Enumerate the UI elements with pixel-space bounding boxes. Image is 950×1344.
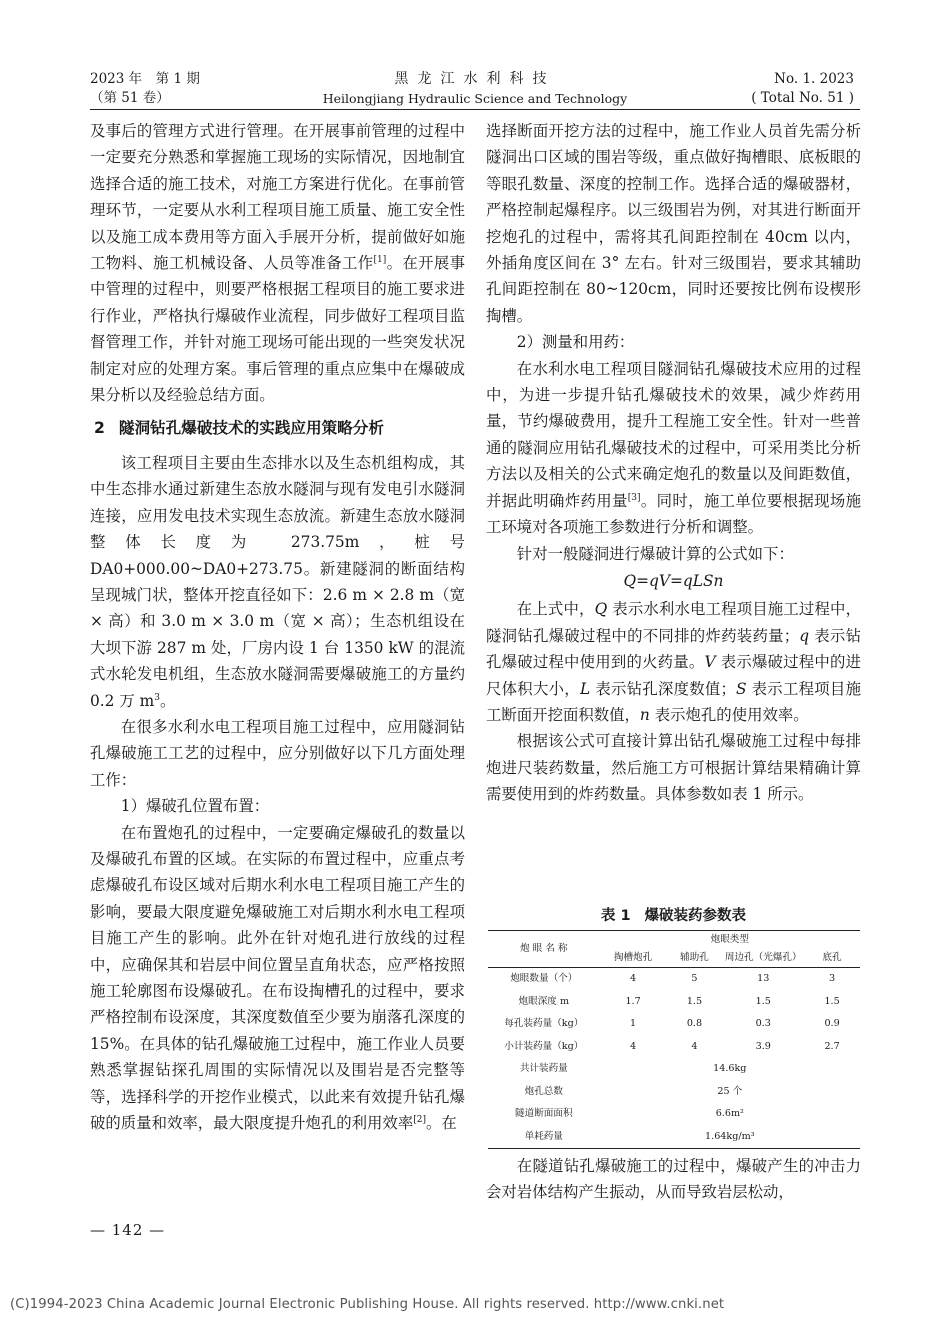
table-row — [488, 991, 860, 1014]
text: 在布置炮孔的过程中，一定要确定爆破孔的数量以及爆破孔布置的区域。在实际的布置过程中，应重点考虑爆破孔布设区域对后期水利水电工程项目施工产生的影响，要最大限度避免爆破施工对后期水利水电工程项目施工产生的影响。此外在针对炮孔进行放线的过程中，应确保其和岩层中间位置呈直角状态，应严格按照施工轮廓图布设爆破孔。在布设掏槽孔的过程中，要求严格控制布设深度，其深度数值至少要为崩落孔深度的 15%。在具体的钻孔爆破施工过程中，施工作业人员要熟悉掌握钻探孔周围的实际情况以及围岩是否完整等等，选择科学的开挖作业模式，以此来有效提升钻孔爆破的质量和效率，最大限度提升炮孔的利用效率 — [90, 823, 465, 1133]
table-cell: 0.3 — [755, 1018, 771, 1030]
summary-row — [488, 1081, 860, 1104]
text: 表示钻孔爆破过程中使用到的火药量。 — [486, 626, 861, 672]
column-header: 掏槽炮孔 — [600, 949, 667, 968]
list-item-heading: 1）爆破孔位置布置： — [120, 797, 270, 816]
table-cell: 1 — [630, 1018, 637, 1030]
text: 表示钻孔深度数值； — [590, 679, 736, 698]
text: 表示爆破过程中的进尺体积大小， — [486, 653, 861, 698]
table-cell: 1.5 — [824, 995, 840, 1007]
summary-value: 25 个 — [717, 1085, 743, 1097]
variable: V — [704, 653, 716, 672]
text: 。同时，施工单位要根据现场施工环境对各项施工参数进行分析和调整。 — [486, 491, 861, 537]
formula: Q=qV=qLSn — [623, 571, 724, 590]
text: 在上式中， — [516, 600, 595, 619]
summary-value: 6.6m² — [715, 1108, 744, 1120]
header-number — [751, 70, 854, 108]
summary-row — [488, 1103, 860, 1126]
variable: Q — [594, 600, 608, 619]
text: 该工程项目主要由生态排水以及生态机组构成，其中生态排水通过新建生态放水隧洞与现有发电引水隧洞连接，应用发电技术实现生态放流。新建生态放水隧洞整体长度为 273.75m，桩号 DA0+000.00~DA0+273.75。新建隧洞的断面结构呈现城门状，整体开挖直径如下：2.6 m × 2.8 m（宽 × 高）和 3.0 m × 3.0 m（宽 × 高）；生态机组设在大坝下游 287 m 处，厂房内设 1 台 1350 kW 的混流式水轮发电机组，生态放水隧洞需要爆破施工的方量约 0.2 万 m — [90, 453, 465, 710]
section-title: 隧洞钻孔爆破技术的实践应用策略分析 — [118, 419, 384, 438]
header-issue-line: 2023 年 第 1 期 — [90, 71, 200, 87]
table-cell: 3 — [829, 973, 836, 985]
header-volume-line: （第 51 卷） — [90, 90, 170, 106]
charge-parameter-table — [488, 930, 860, 1149]
paragraph — [90, 450, 465, 714]
summary-value: 14.6kg — [713, 1063, 747, 1075]
table-cell: 2.7 — [824, 1040, 840, 1052]
header-total-line: ( Total No. 51 ) — [751, 90, 854, 106]
paragraph — [486, 596, 861, 728]
table-header-row — [488, 931, 860, 950]
superscript: 3 — [154, 692, 160, 703]
copyright-notice: (C)1994-2023 China Academic Journal Electronic Publishing House. All rights reserved. http://www.cnki.net — [10, 1297, 725, 1312]
table-row — [488, 1013, 860, 1036]
summary-row — [488, 1126, 860, 1149]
list-item-heading: 2）测量和用药： — [516, 333, 635, 352]
citation: [2] — [413, 1114, 426, 1125]
row-header-cell: 炮 眼 名 称 — [488, 931, 600, 968]
table-cell: 4 — [630, 973, 637, 985]
row-label: 小计装药量（kg） — [504, 1040, 584, 1052]
table-cell: 1.5 — [686, 995, 703, 1007]
column-header: 周边孔（光爆孔） — [722, 949, 804, 968]
section-heading — [90, 415, 465, 441]
left-column — [90, 118, 465, 1136]
variable: n — [639, 705, 650, 724]
table-row — [488, 1036, 860, 1059]
summary-value: 1.64kg/m³ — [600, 1126, 860, 1149]
paragraph: 针对一般隧洞进行爆破计算的公式如下： — [516, 544, 794, 563]
table-cell: 4 — [691, 1040, 698, 1052]
table-label: 表 1 — [600, 908, 631, 924]
text: 。在开展事中管理的过程中，则要严格根据工程项目的施工要求进行作业，严格执行爆破作业流程，同步做好工程项目监督管理工作，并针对施工现场可能出现的一些突发状况制定对应的处理方案。事后管理的重点应集中在爆破成果分析以及经验总结方面。 — [90, 254, 465, 405]
section-number: 2 — [94, 419, 105, 438]
table-cell: 5 — [691, 973, 698, 985]
table-cell: 1.5 — [755, 995, 771, 1007]
paragraph — [90, 820, 465, 1137]
journal-title-cn: 黑龙江水利科技 — [394, 71, 556, 87]
table-cell: 0.9 — [824, 1018, 840, 1030]
citation: [1] — [373, 254, 387, 265]
table-row — [488, 968, 860, 991]
text: 。在 — [425, 1114, 457, 1133]
text: 。 — [159, 691, 176, 710]
text: 表示水利水电工程项目施工过程中，隧洞钻孔爆破过程中的不同排的炸药装药量； — [486, 600, 861, 645]
paragraph: 在隧道钻孔爆破施工的过程中，爆破产生的冲击力会对岩体结构产生振动，从而导致岩层松动， — [486, 1157, 861, 1202]
paragraph: 在很多水利水电工程项目施工过程中，应用隧洞钻孔爆破施工工艺的过程中，应分别做好以下几方面处理工作： — [90, 717, 465, 789]
table-cell: 3.9 — [755, 1040, 771, 1052]
table-caption — [486, 904, 861, 925]
summary-label: 隧道断面面积 — [515, 1108, 573, 1120]
variable: S — [735, 679, 747, 698]
row-label: 每孔装药量（kg） — [504, 1018, 584, 1030]
group-header-cell: 炮眼类型 — [600, 931, 860, 950]
table-cell: 13 — [757, 973, 770, 985]
summary-label: 共计装药量 — [519, 1063, 568, 1075]
header-rule — [90, 109, 860, 110]
paragraph — [90, 118, 465, 408]
page-number: — 142 — — [90, 1221, 166, 1239]
variable: L — [579, 679, 591, 698]
right-column-continued — [486, 1153, 861, 1206]
summary-label: 单耗药量 — [488, 1126, 600, 1149]
table-cell: 4 — [630, 1040, 637, 1052]
text: 及事后的管理方式进行管理。在开展事前管理的过程中一定要充分熟悉和掌握施工现场的实际情况，因地制宜选择合适的施工技术，对施工方案进行优化。在事前管理环节，一定要从水利工程项目施工质量、施工安全性以及施工成本费用等方面入手展开分析，提前做好如施工物料、施工机械设备、人员等准备工作 — [90, 122, 465, 273]
header-number-line: No. 1. 2023 — [774, 71, 854, 87]
variable: q — [799, 626, 810, 645]
summary-row — [488, 1058, 860, 1081]
row-label: 炮眼数量（个） — [510, 973, 578, 985]
row-label: 炮眼深度 m — [518, 995, 570, 1007]
table-cell: 0.8 — [686, 1018, 703, 1030]
right-column — [486, 118, 861, 808]
text: 表示炮孔的使用效率。 — [649, 705, 809, 724]
column-header: 底孔 — [804, 949, 860, 968]
text: 表示工程项目施工断面开挖面积数值， — [486, 679, 861, 724]
journal-title-en: Heilongjiang Hydraulic Science and Technology — [322, 91, 628, 106]
column-header: 辅助孔 — [667, 949, 723, 968]
citation: [3] — [627, 492, 641, 503]
paragraph: 根据该公式可直接计算出钻孔爆破施工过程中每排炮进尺装药数量，然后施工方可根据计算结果精确计算需要使用到的炸药数量。具体参数如表 1 所示。 — [486, 732, 861, 804]
summary-label: 炮孔总数 — [524, 1085, 563, 1097]
paragraph: 选择断面开挖方法的过程中，施工作业人员首先需分析隧洞出口区域的围岩等级，重点做好掏槽眼、底板眼的等眼孔数量、深度的控制工作。选择合适的爆破器材，严格控制起爆程序。以三级围岩为例，对其进行断面开挖炮孔的过程中，需将其孔间距控制在 40cm 以内，外插角度区间在 3° 左右。针对三级围岩，要求其辅助孔间距控制在 80~120cm，同时还要按比例布设楔形掏槽。 — [486, 122, 861, 325]
paragraph — [486, 356, 861, 541]
table-cell: 1.7 — [625, 995, 641, 1007]
text: 在水利水电工程项目隧洞钻孔爆破技术应用的过程中，为进一步提升钻孔爆破技术的效果，减少炸药用量，节约爆破费用，提升工程施工安全性。针对一些普通的隧洞应用钻孔爆破技术的过程中，可采用类比分析方法以及相关的公式来确定炮孔的数量以及间距数值，并据此明确炸药用量 — [486, 359, 861, 510]
table-title: 爆破装药参数表 — [644, 908, 747, 924]
